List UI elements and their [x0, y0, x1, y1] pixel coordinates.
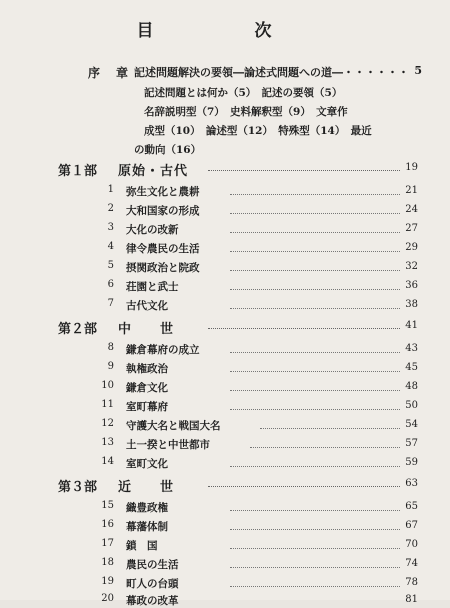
dot-leader	[230, 466, 400, 467]
chapter-page: 67	[405, 520, 418, 531]
dot-leader	[230, 510, 400, 511]
chapter-title: 荘園と武士	[126, 281, 179, 293]
chapter-row	[90, 260, 418, 277]
part-number: 第１部	[58, 164, 98, 179]
dot-leader	[230, 567, 400, 568]
chapter-page: 48	[405, 381, 418, 392]
chapter-title: 弥生文化と農耕	[126, 186, 200, 198]
chapter-row	[90, 593, 418, 607]
chapter-row	[90, 342, 418, 359]
chapter-page: 70	[405, 539, 418, 550]
chapter-title: 大和国家の形成	[126, 205, 200, 217]
chapter-number: 20	[101, 593, 114, 604]
chapter-row	[90, 279, 418, 296]
chapter-title: 古代文化	[126, 300, 168, 312]
chapter-page: 54	[405, 419, 418, 430]
chapter-page: 32	[405, 261, 418, 272]
chapter-page: 27	[405, 223, 418, 234]
chapter-page: 21	[405, 185, 418, 196]
chapter-title: 幕藩体制	[126, 521, 168, 533]
chapter-number: 4	[107, 241, 114, 252]
preface-page: 5	[414, 64, 422, 77]
toc-title: 目 次	[136, 21, 314, 41]
part-title: 中 世	[118, 322, 175, 337]
part-title: 近 世	[118, 480, 175, 495]
dot-leader	[208, 170, 400, 171]
chapter-number: 9	[107, 361, 114, 372]
chapter-page: 74	[405, 558, 418, 569]
chapter-page: 81	[405, 594, 418, 605]
part-number: 第２部	[58, 322, 98, 337]
chapter-number: 17	[101, 538, 114, 549]
chapter-title: 織豊政権	[126, 502, 168, 514]
chapter-row	[90, 361, 418, 378]
chapter-title: 鎌倉文化	[126, 382, 168, 394]
chapter-title: 幕政の改革	[126, 595, 179, 607]
chapter-number: 14	[101, 456, 114, 467]
dot-leader	[230, 390, 400, 391]
dot-leader	[208, 486, 400, 487]
dot-leader	[230, 289, 400, 290]
chapter-title: 室町幕府	[126, 401, 168, 413]
chapter-number: 1	[107, 184, 114, 195]
chapter-title: 鎌倉幕府の成立	[126, 344, 200, 356]
chapter-number: 18	[101, 557, 114, 568]
chapter-page: 78	[405, 577, 418, 588]
dot-leader	[230, 213, 400, 214]
chapter-title: 執権政治	[126, 363, 168, 375]
chapter-number: 7	[107, 298, 114, 309]
chapter-title: 鎖 国	[126, 540, 158, 552]
dot-leader	[230, 270, 400, 271]
dot-leader	[230, 529, 400, 530]
chapter-number: 8	[107, 342, 114, 353]
part-page: 63	[405, 478, 418, 489]
chapter-page: 65	[405, 501, 418, 512]
part-heading	[58, 160, 418, 178]
chapter-title: 守護大名と戦国大名	[126, 420, 221, 432]
part-number: 第３部	[58, 480, 98, 495]
dot-leader	[250, 447, 400, 448]
dot-leader	[230, 586, 400, 587]
dot-leader	[260, 428, 400, 429]
chapter-number: 11	[101, 399, 114, 410]
chapter-row	[90, 298, 418, 315]
chapter-row	[90, 538, 418, 555]
chapter-title: 摂関政治と院政	[126, 262, 200, 274]
chapter-page: 29	[405, 242, 418, 253]
chapter-row	[90, 222, 418, 239]
chapter-page: 50	[405, 400, 418, 411]
dot-leader	[208, 328, 400, 329]
chapter-number: 13	[101, 437, 114, 448]
dot-leader	[230, 251, 400, 252]
chapter-page: 36	[405, 280, 418, 291]
dot-leader	[230, 308, 400, 309]
chapter-number: 5	[107, 260, 114, 271]
chapter-number: 15	[101, 500, 114, 511]
chapter-page: 38	[405, 299, 418, 310]
part-heading	[58, 476, 418, 494]
dot-leader	[230, 371, 400, 372]
chapter-title: 町人の台頭	[126, 578, 179, 590]
chapter-row	[90, 184, 418, 201]
chapter-row	[90, 418, 418, 435]
chapter-number: 16	[101, 519, 114, 530]
chapter-row	[90, 437, 418, 454]
chapter-number: 10	[101, 380, 114, 391]
chapter-page: 57	[405, 438, 418, 449]
chapter-page: 43	[405, 343, 418, 354]
chapter-row	[90, 241, 418, 258]
chapter-row	[90, 519, 418, 536]
chapter-number: 12	[101, 418, 114, 429]
preface-label: 序 章	[88, 66, 131, 80]
chapter-page: 24	[405, 204, 418, 215]
part-heading	[58, 318, 418, 336]
part-page: 41	[405, 320, 418, 331]
chapter-title: 大化の改新	[126, 224, 179, 236]
chapter-title: 農民の生活	[126, 559, 179, 571]
dot-leader	[230, 548, 400, 549]
preface-line: 記述問題とは何か（5） 記述の要領（5）	[144, 87, 343, 99]
chapter-page: 59	[405, 457, 418, 468]
chapter-row	[90, 576, 418, 593]
part-title: 原始・古代	[118, 164, 189, 179]
chapter-title: 室町文化	[126, 458, 168, 470]
dot-leader	[230, 194, 400, 195]
chapter-row	[90, 203, 418, 220]
preface-line: 成型（10） 論述型（12） 特殊型（14） 最近	[144, 125, 372, 137]
chapter-title: 律令農民の生活	[126, 243, 200, 255]
preface-line: の動向（16）	[134, 144, 202, 156]
chapter-row	[90, 456, 418, 473]
chapter-number: 3	[107, 222, 114, 233]
chapter-title: 土一揆と中世都市	[126, 439, 210, 451]
preface-heading-text: 記述問題解決の要領―論述式問題への道―	[134, 66, 343, 79]
chapter-row	[90, 500, 418, 517]
dot-leader	[230, 409, 400, 410]
dot-leader	[230, 232, 400, 233]
part-page: 19	[405, 162, 418, 173]
chapter-number: 6	[107, 279, 114, 290]
preface-line: 名辞説明型（7） 史料解釈型（9） 文章作	[144, 106, 348, 118]
dot-leader	[230, 352, 400, 353]
chapter-row	[90, 380, 418, 397]
chapter-page: 45	[405, 362, 418, 373]
chapter-number: 2	[107, 203, 114, 214]
preface-heading: 記述問題解決の要領―論述式問題への道―・・・・・・ 5	[134, 64, 422, 79]
chapter-row	[90, 557, 418, 574]
chapter-number: 19	[101, 576, 114, 587]
preface-subtopics	[134, 84, 436, 160]
chapter-row	[90, 399, 418, 416]
